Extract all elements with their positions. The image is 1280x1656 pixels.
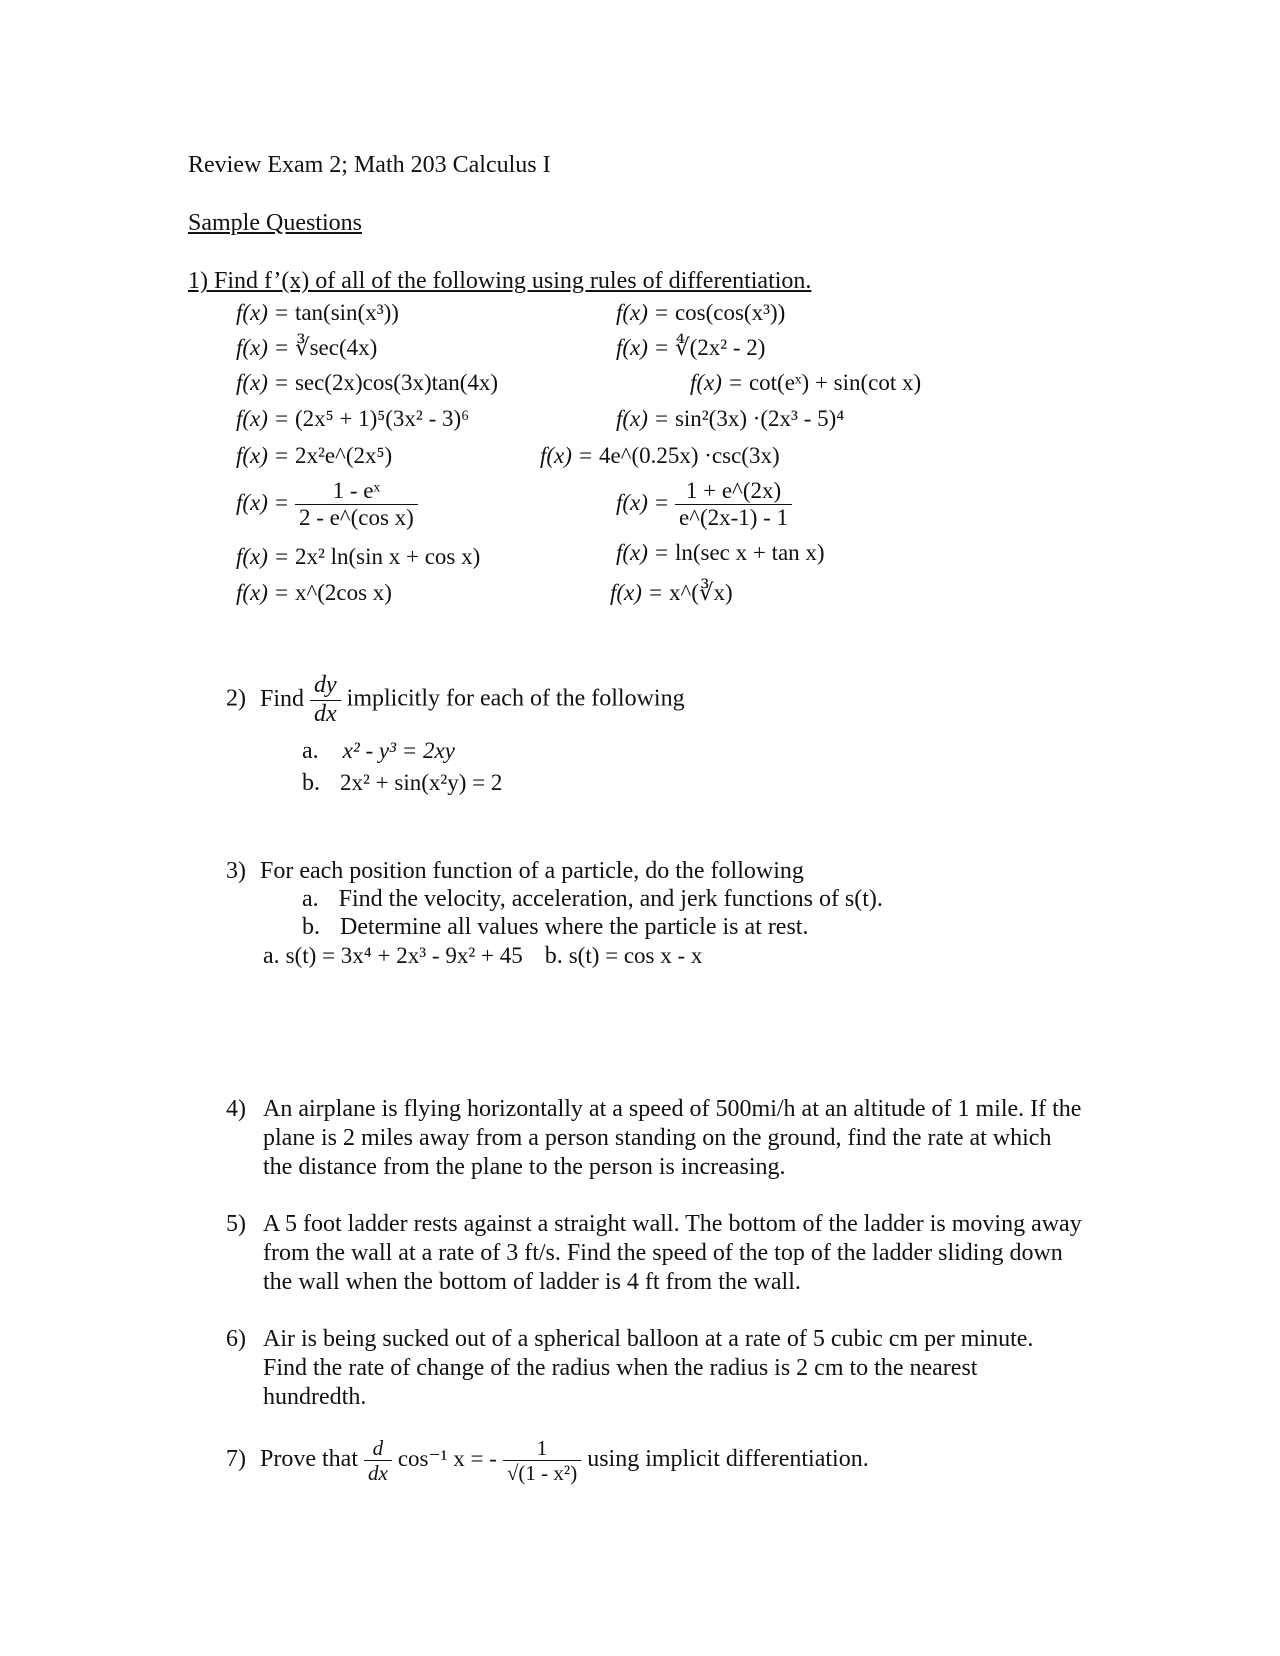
q7-number: 7)	[226, 1446, 246, 1473]
q2-line	[226, 672, 685, 728]
q1-expr: ∛sec(4x)	[294, 335, 378, 360]
q1-item-r4	[616, 406, 844, 432]
q1-expr: tan(sin(x³))	[294, 300, 399, 325]
q1-lhs: f(x) =	[236, 406, 290, 431]
q1-expr: x^(∛x)	[668, 580, 733, 605]
q1-item-l8	[236, 580, 392, 606]
q2-dydx-fraction	[310, 672, 341, 728]
fraction-denominator: e^(2x-1) - 1	[678, 505, 789, 531]
q1-lhs: f(x) =	[610, 580, 664, 605]
q1-lhs: f(x) =	[616, 540, 670, 565]
q1-lhs: f(x) =	[616, 335, 670, 360]
q1-fraction	[675, 478, 792, 532]
fraction-numerator: dy	[310, 672, 341, 701]
q1-expr: ln(sec x + tan x)	[674, 540, 825, 565]
fraction-numerator: 1	[503, 1436, 581, 1461]
q7-text-after: using implicit differentiation.	[587, 1446, 869, 1473]
q2-number: 2)	[226, 685, 246, 712]
q2-text-after: implicitly for each of the following	[346, 685, 685, 712]
q1-item-l1	[236, 300, 399, 326]
q3-function-a-label: a.	[263, 943, 280, 969]
q4-paragraph	[226, 1095, 1083, 1182]
fraction-denominator: dx	[314, 700, 337, 727]
q1-expr: 2x²e^(2x⁵)	[294, 443, 393, 468]
q4-text: An airplane is flying horizontally at a speed of 500mi/h at an altitude of 1 mile. If the plane is 2 miles away from a person standing on the ground, find the rate at which the distance from the plane to the person is increasing.	[263, 1096, 1082, 1180]
q2-b-label: b.	[302, 770, 320, 796]
q1-expr: 2x² ln(sin x + cos x)	[294, 544, 481, 569]
fraction-numerator: 1 + e^(2x)	[675, 478, 792, 505]
q3-functions	[263, 943, 702, 970]
q3-b-label: b.	[302, 914, 320, 940]
q3-function-a: s(t) = 3x⁴ + 2x³ - 9x² + 45	[285, 943, 523, 968]
q2-text-before: Find	[260, 685, 305, 712]
q1-item-l6	[236, 478, 418, 532]
q1-expr: 4e^(0.25x) ·csc(3x)	[598, 443, 780, 468]
q2-a-label: a.	[302, 738, 319, 764]
q3-text: For each position function of a particle, do the following	[260, 858, 804, 884]
q1-heading: 1) Find f’(x) of all of the following using rules of differentiation.	[188, 268, 812, 294]
q1-item-r8	[610, 580, 733, 606]
q1-item-l5	[236, 443, 392, 469]
q3-a-text: Find the velocity, acceleration, and jerk functions of s(t).	[338, 886, 883, 912]
q5-text: A 5 foot ladder rests against a straight wall. The bottom of the ladder is moving away from the wall at a rate of 3 ft/s. Find the speed of the top of the ladder sliding down the wall when the bottom of ladder is 4 ft from the wall.	[263, 1211, 1082, 1295]
q2-part-a	[302, 738, 455, 765]
q1-lhs: f(x) =	[616, 406, 670, 431]
q5-number: 5)	[226, 1211, 246, 1237]
q1-expr: sec(2x)cos(3x)tan(4x)	[294, 370, 499, 395]
q1-lhs: f(x) =	[236, 490, 290, 516]
q3-part-a	[302, 886, 883, 913]
q3-line	[226, 858, 804, 885]
q7-line	[226, 1436, 869, 1485]
q1-item-r1	[616, 300, 785, 326]
q7-expression: cos⁻¹ x = -	[397, 1446, 497, 1472]
q1-lhs: f(x) =	[616, 300, 670, 325]
q1-item-r7	[616, 540, 825, 566]
q1-expr: (2x⁵ + 1)⁵(3x² - 3)⁶	[294, 406, 470, 431]
section-subtitle: Sample Questions	[188, 210, 362, 236]
q2-b-equation: 2x² + sin(x²y) = 2	[340, 770, 503, 795]
q1-expr: ∜(2x² - 2)	[674, 335, 766, 360]
q1-item-r2	[616, 335, 765, 361]
q1-expr: cos(cos(x³))	[674, 300, 786, 325]
q1-lhs: f(x) =	[616, 490, 670, 516]
q1-lhs: f(x) =	[236, 544, 290, 569]
q1-expr: cot(eˣ) + sin(cot x)	[748, 370, 922, 395]
q1-lhs: f(x) =	[236, 370, 290, 395]
q7-derivative-fraction	[364, 1436, 392, 1485]
q6-paragraph	[226, 1325, 1083, 1412]
q7-rhs-fraction	[503, 1436, 581, 1485]
q1-expr: sin²(3x) ·(2x³ - 5)⁴	[674, 406, 845, 431]
q4-number: 4)	[226, 1096, 246, 1122]
q1-lhs: f(x) =	[540, 443, 594, 468]
q3-a-label: a.	[302, 886, 319, 912]
q3-part-b	[302, 914, 808, 941]
q1-lhs: f(x) =	[236, 300, 290, 325]
q1-item-l3	[236, 370, 498, 396]
fraction-denominator: 2 - e^(cos x)	[298, 505, 414, 531]
q1-lhs: f(x) =	[236, 443, 290, 468]
q7-text-before: Prove that	[260, 1446, 358, 1473]
q1-item-r3	[690, 370, 921, 396]
fraction-numerator: 1 - eˣ	[295, 478, 418, 505]
q6-text: Air is being sucked out of a spherical balloon at a rate of 5 cubic cm per minute. Find the rate of change of the radius when the radius is 2 cm to the nearest hundredth.	[263, 1326, 1034, 1410]
page-title: Review Exam 2; Math 203 Calculus I	[188, 152, 551, 178]
q1-item-r5	[540, 443, 780, 469]
fraction-denominator: dx	[367, 1461, 388, 1486]
q5-paragraph	[226, 1210, 1083, 1297]
q3-number: 3)	[226, 858, 246, 884]
q1-lhs: f(x) =	[236, 580, 290, 605]
q3-function-b-label: b.	[544, 943, 563, 969]
q1-item-l2	[236, 335, 377, 361]
q6-number: 6)	[226, 1326, 246, 1352]
q1-lhs: f(x) =	[690, 370, 744, 395]
fraction-numerator: d	[364, 1436, 392, 1461]
q1-item-l4	[236, 406, 469, 432]
q1-expr: x^(2cos x)	[294, 580, 392, 605]
q2-part-b	[302, 770, 502, 797]
q2-a-equation: x² - y³ = 2xy	[342, 738, 455, 763]
fraction-denominator: √(1 - x²)	[506, 1461, 578, 1486]
q1-lhs: f(x) =	[236, 335, 290, 360]
q3-b-text: Determine all values where the particle is at rest.	[340, 914, 809, 940]
q1-item-l7	[236, 544, 480, 570]
q1-item-r6	[616, 478, 792, 532]
q1-fraction	[295, 478, 418, 532]
q3-function-b: s(t) = cos x - x	[568, 943, 703, 968]
